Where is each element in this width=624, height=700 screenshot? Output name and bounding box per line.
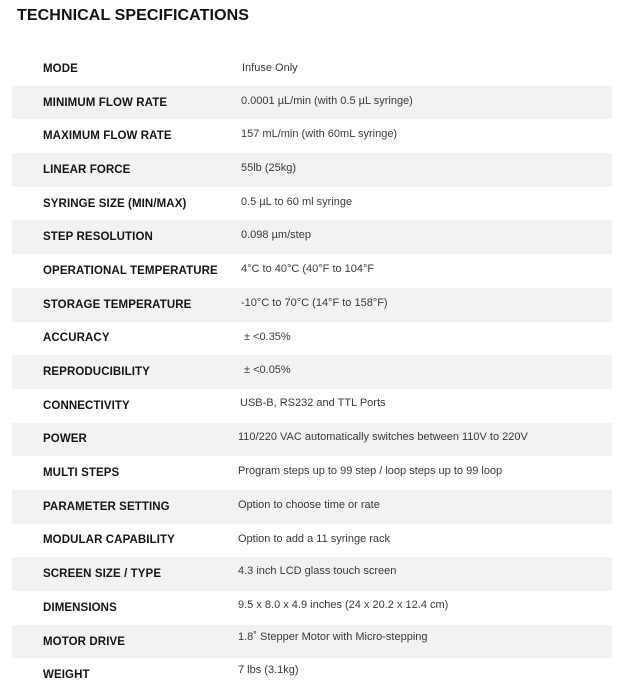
- spec-row-motor-drive: [12, 625, 612, 659]
- spec-value: Program steps up to 99 step / loop steps up to 99 loop: [238, 465, 503, 478]
- spec-row-weight: [12, 658, 612, 692]
- spec-label: STORAGE TEMPERATURE: [43, 298, 192, 311]
- spec-value: Infuse Only: [242, 62, 298, 74]
- spec-label: SYRINGE SIZE (MIN/MAX): [43, 197, 187, 210]
- spec-label: LINEAR FORCE: [43, 163, 131, 176]
- spec-label: MOTOR DRIVE: [43, 635, 126, 648]
- spec-value: Option to add a 11 syringe rack: [238, 532, 391, 545]
- spec-row-power: [12, 423, 612, 457]
- spec-row-screen-size-type: [12, 557, 612, 591]
- spec-value: 110/220 VAC automatically switches between 110V to 220V: [238, 430, 528, 443]
- spec-row-syringe-size: [12, 187, 612, 221]
- spec-row-dimensions: [12, 591, 612, 625]
- spec-value: 157 mL/min (with 60mL syringe): [241, 128, 398, 141]
- spec-label: STEP RESOLUTION: [43, 231, 153, 244]
- spec-row-mode: [12, 52, 612, 86]
- spec-row-multi-steps: [12, 456, 612, 490]
- spec-row-connectivity: [12, 389, 612, 423]
- spec-value: 0.0001 µL/min (with 0.5 µL syringe): [241, 94, 413, 107]
- spec-row-step-resolution: [12, 220, 612, 254]
- spec-value: 0.098 µm/step: [241, 229, 311, 242]
- spec-row-parameter-setting: [12, 490, 612, 524]
- spec-row-operational-temperature: [12, 254, 612, 288]
- spec-row-accuracy: [12, 322, 612, 356]
- spec-label: DIMENSIONS: [43, 601, 117, 614]
- spec-row-storage-temperature: [12, 288, 612, 322]
- spec-row-modular-capability: [12, 524, 612, 558]
- spec-value: 9.5 x 8.0 x 4.9 inches (24 x 20.2 x 12.4 cm): [238, 599, 449, 611]
- spec-label: MULTI STEPS: [43, 467, 120, 480]
- page-title: TECHNICAL SPECIFICATIONS: [17, 7, 250, 24]
- spec-label: MODE: [43, 62, 78, 75]
- spec-value: 4°C to 40°C (40°F to 104°F: [241, 263, 375, 276]
- spec-value: 55lb (25kg): [241, 162, 297, 175]
- spec-label: REPRODUCIBILITY: [43, 366, 150, 379]
- spec-value: USB-B, RS232 and TTL Ports: [240, 396, 386, 409]
- spec-row-maximum-flow-rate: [12, 119, 612, 153]
- spec-label: MAXIMUM FLOW RATE: [43, 130, 172, 143]
- spec-label: WEIGHT: [43, 669, 90, 682]
- spec-value: -10°C to 70°C (14°F to 158°F): [241, 296, 388, 309]
- spec-label: CONNECTIVITY: [43, 399, 130, 412]
- spec-value: 0.5 µL to 60 ml syringe: [241, 195, 353, 208]
- spec-value: Option to choose time or rate: [238, 498, 380, 511]
- spec-label: OPERATIONAL TEMPERATURE: [43, 264, 218, 277]
- spec-row-linear-force: [12, 153, 612, 187]
- specifications-table: [12, 52, 612, 692]
- spec-row-reproducibility: [12, 355, 612, 389]
- spec-value: ± <0.05%: [244, 364, 291, 377]
- spec-label: ACCURACY: [43, 332, 110, 345]
- spec-value: ± <0.35%: [244, 330, 291, 343]
- spec-label: POWER: [43, 433, 87, 446]
- spec-value: 1.8˚ Stepper Motor with Micro-stepping: [238, 630, 428, 643]
- spec-label: SCREEN SIZE / TYPE: [43, 568, 162, 581]
- spec-value: 4.3 inch LCD glass touch screen: [238, 565, 397, 578]
- spec-label: PARAMETER SETTING: [43, 500, 170, 513]
- spec-label: MODULAR CAPABILITY: [43, 534, 175, 547]
- spec-value: 7 lbs (3.1kg): [238, 664, 299, 677]
- spec-label: MINIMUM FLOW RATE: [43, 96, 168, 109]
- spec-row-minimum-flow-rate: [12, 86, 612, 120]
